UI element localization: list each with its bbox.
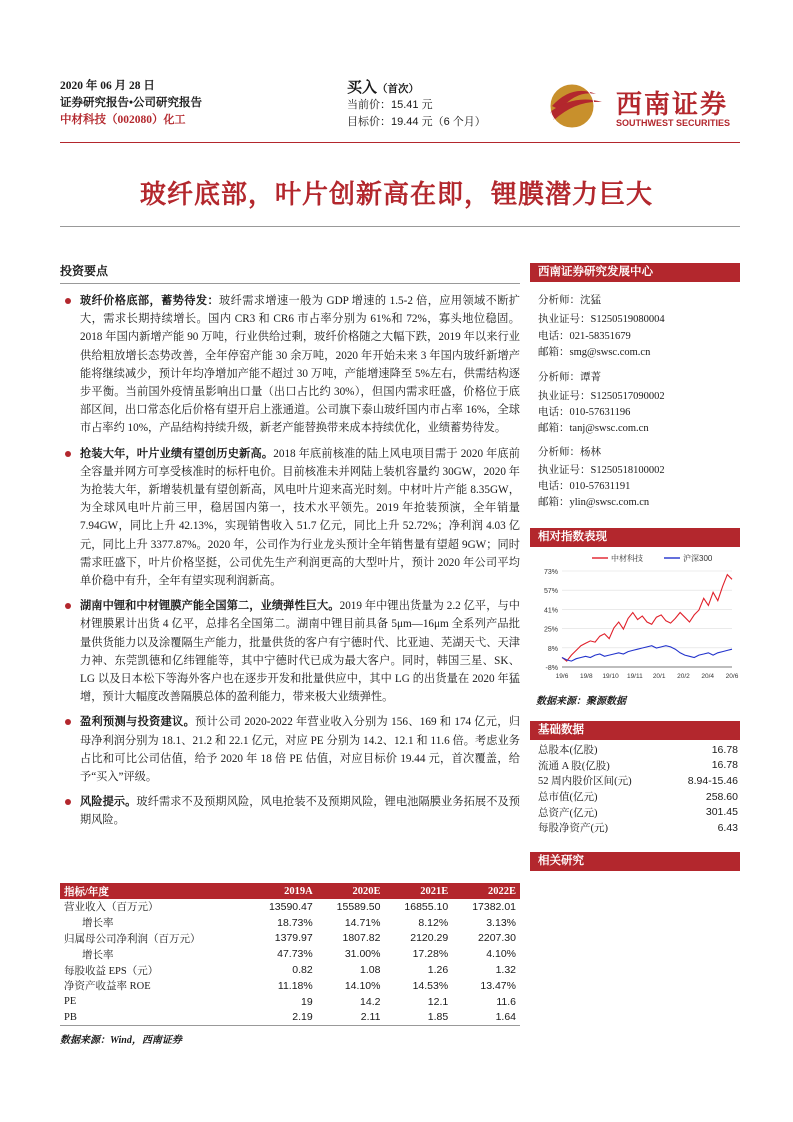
related-research-heading: 相关研究 (530, 852, 740, 871)
header-divider (60, 142, 740, 143)
table-row: PB 2.19 2.11 1.85 1.64 (60, 1010, 520, 1026)
summary-point: 盈利预测与投资建议。预计公司 2020-2022 年营业收入分别为 156、169 和 174 亿元，归母净利润分别为 18.1、21.2 和 22.1 亿元，对应 PE 分别为 14.2、12.1 和 11.6 倍。考虑业务占比和可比公司估值，给予 2020 年 18 倍 PE 估值，对应目标价 19.44 元，首次覆盖，给予“买入”评级。 (60, 713, 520, 786)
rating: 买入（首次） (347, 80, 420, 96)
brand-name: 西南证券 (616, 90, 729, 119)
x-tick-label: 20/2 (677, 673, 690, 680)
y-tick-label: -8% (545, 665, 558, 672)
current-price: 当前价：15.41 元 (347, 99, 433, 111)
y-tick-label: 8% (547, 645, 558, 653)
bullet-icon (65, 799, 71, 805)
analyst-license: 执业证号：S1250519080004 (538, 314, 665, 325)
table-row: 总市值(亿元) 258.60 (538, 790, 738, 804)
logo-mark-icon (546, 80, 606, 130)
analyst-name: 分析师：谭菁 (538, 372, 601, 383)
x-tick-label: 20/6 (725, 673, 739, 680)
analyst-license: 执业证号：S1250517090002 (538, 391, 665, 402)
summary-point: 风险提示。玻纤需求不及预期风险，风电抢装不及预期风险，锂电池隔膜业务拓展不及预期风险。 (60, 793, 520, 829)
analyst-email[interactable]: 邮箱：ylin@swsc.com.cn (538, 497, 650, 508)
column-header: 2019A (249, 883, 317, 899)
summary-point: 湖南中锂和中材锂膜产能全国第二，业绩弹性巨大。2019 年中锂出货量为 2.2 亿平，与中材锂膜累计出货 4 亿平，总排名全国第二。湖南中锂目前具备 5μm—16μm 全系列产品批量供货能力以及涂覆隔生产能力，批量供货的客户有宁德时代、比亚迪、芜湖天弋、天津力神、东莞凯德和亿纬锂能等，其中宁德时代已成为最大客户。同时，韩国三星、SK、LG 以及日本松下等海外客户也在逐步开发和批量供应中，其中 LG 的出货量在 2020 年猛增，预计大幅度改善隔膜总体的盈利能力，带来极大业绩弹性。 (60, 597, 520, 706)
column-header: 指标/年度 (60, 883, 249, 899)
chart-grid (562, 571, 732, 667)
research-center-heading: 西南证券研究发展中心 (530, 263, 740, 282)
report-type: 证券研究报告•公司研究报告 (60, 97, 203, 109)
table-row: 净资产收益率 ROE 11.18% 14.10% 14.53% 13.47% (64, 979, 516, 993)
relative-perf-chart (530, 549, 740, 689)
header-left (60, 78, 202, 129)
investment-summary (60, 262, 520, 837)
brand-name-en: SOUTHWEST SECURITIES (616, 118, 731, 128)
table-header-row (60, 883, 520, 899)
x-tick-label: 19/8 (579, 673, 593, 680)
x-tick-label: 19/11 (626, 673, 643, 680)
analyst-phone: 电话：021-58351679 (538, 331, 631, 342)
target-price: 目标价：19.44 元（6 个月） (347, 116, 486, 128)
company-name: 中材科技（002080）化工 (60, 114, 186, 126)
chart-source: 数据来源：聚源数据 (536, 696, 626, 707)
table-row: 52 周内股价区间(元) 8.94-15.46 (538, 774, 738, 788)
table-row: 总股本(亿股) 16.78 (538, 743, 738, 757)
summary-heading: 投资要点 (60, 262, 520, 284)
legend-label: 中材科技 (611, 554, 643, 563)
table-row: 增长率 47.73% 31.00% 17.28% 4.10% (82, 948, 516, 961)
x-tick-label: 20/1 (652, 673, 666, 680)
table-row: 每股净资产(元) 6.43 (538, 821, 738, 835)
analyst-email[interactable]: 邮箱：smg@swsc.com.cn (538, 347, 651, 358)
column-header: 2022E (452, 883, 520, 899)
basic-data-table (530, 742, 740, 836)
table-row: 每股收益 EPS（元） 0.82 1.08 1.26 1.32 (64, 964, 516, 977)
series-line (562, 575, 732, 662)
x-tick-label: 20/4 (701, 673, 715, 680)
summary-point: 玻纤价格底部，蓄势待发：玻纤需求增速一般为 GDP 增速的 1.5-2 倍，应用领域不断扩大，需求长期持续增长。国内 CR3 和 CR6 市占率分别为 61%和 72%，寡头地位稳固。2018 年国内新增产能 90 万吨，行业供给过剩，玻纤价格随之大幅下跌，2019 年以来行业供给粗放增长态势改善，全年停窑产能 30 余万吨，2020 年开始未来 3 年国内玻纤新增产能将继续减少，预计年均净增加产能不超过 30 万吨，产能增速降至 5%左右，供需结构逐步平衡。当前国外疫情虽影响出口量（出口占比约 30%），但国内需求旺盛，价格位于底部区间，出口常态化后价格有望开启上涨通道。公司旗下泰山玻纤国内市占率 16%，全球市占率约 10%，产品结构持续升级，新老产能替换带来成本持续优化，业绩蓄势待发。 (60, 292, 520, 438)
table-source: 数据来源：Wind，西南证券 (60, 1035, 182, 1046)
report-title: 玻纤底部，叶片创新高在即，锂膜潜力巨大 (139, 180, 653, 209)
table-row: 流通 A 股(亿股) 16.78 (538, 759, 738, 772)
y-axis-ticks (544, 569, 558, 672)
summary-point: 抢装大年，叶片业绩有望创历史新高。2018 年底前核准的陆上风电项目需于 2020 年底前全容量并网方可享受核准时的标杆电价。目前核准未并网陆上装机容量约 30GW，2020 年为抢装大年，新增装机量有望创新高，风电叶片迎来高光时刻。中材叶片产能 8.35GW，为全球风电叶片前三甲，稳居国内第一，技术水平领先。2019 年抢装预演，全年销量 7.94GW，同比上升 42.13%，实现销售收入 51.7 亿元，同比上升 52.72%；净利润 4.03 亿元，同比上升 3377.87%。2020 年，公司作为行业龙头预计全年销售量有望超 9GW；同时需求旺盛下，叶片价格坚挺，公司优先生产利润更高的大型叶片，预计 2020 年公司平均单价稳中有升，全年有望实现利润新高。 (60, 445, 520, 591)
relative-perf-heading: 相对指数表现 (530, 528, 740, 547)
table-row: 归属母公司净利润（百万元） 1379.97 1807.82 2120.29 2207.30 (64, 932, 516, 945)
table-row: PE 19 14.2 12.1 11.6 (64, 995, 516, 1008)
title-divider (60, 226, 740, 227)
chart-series (562, 575, 732, 662)
y-tick-label: 57% (543, 588, 558, 596)
y-tick-label: 41% (543, 607, 558, 615)
x-tick-label: 19/10 (602, 673, 619, 680)
bullet-icon (65, 451, 71, 457)
column-header: 2020E (317, 883, 385, 899)
analyst-license: 执业证号：S1250518100002 (538, 465, 665, 476)
report-date: 2020 年 06 月 28 日 (60, 80, 155, 92)
brand-logo (546, 80, 746, 132)
industry: 化工 (163, 114, 186, 126)
analyst-phone: 电话：010-57631191 (538, 481, 631, 492)
bullet-icon (65, 719, 71, 725)
basic-data-heading: 基础数据 (530, 721, 740, 740)
financial-forecast-table (60, 883, 520, 1026)
legend-label: 沪深300 (683, 554, 713, 563)
analyst-email[interactable]: 邮箱：tanj@swsc.com.cn (538, 423, 649, 434)
analyst-phone: 电话：010-57631196 (538, 407, 631, 418)
analyst-name: 分析师：沈猛 (538, 295, 601, 306)
column-header: 2021E (384, 883, 452, 899)
bullet-icon (65, 298, 71, 304)
table-row: 总资产(亿元) 301.45 (538, 806, 738, 819)
table-row: 增长率 18.73% 14.71% 8.12% 3.13% (82, 916, 516, 930)
y-tick-label: 73% (543, 569, 558, 576)
rating-block (347, 76, 486, 131)
analyst-name: 分析师：杨林 (538, 447, 601, 458)
x-axis-ticks (556, 673, 739, 680)
rating-note: （首次） (377, 84, 420, 95)
chart-legend (592, 553, 713, 563)
y-tick-label: 25% (543, 626, 558, 634)
x-tick-label: 19/6 (555, 673, 569, 680)
table-row: 营业收入（百万元） 13590.47 15589.50 16855.10 17382.01 (64, 900, 516, 914)
bullet-icon (65, 603, 71, 609)
